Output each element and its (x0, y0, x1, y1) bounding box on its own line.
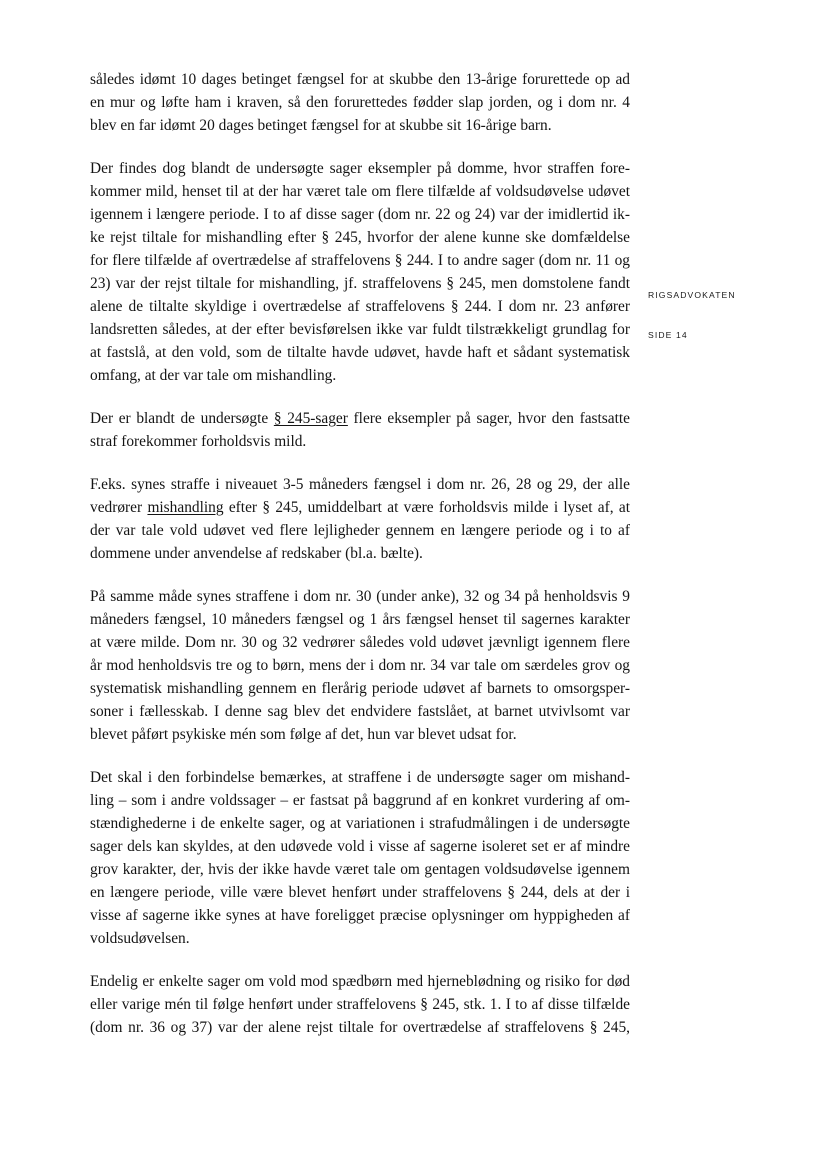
text-line: ling – som i andre voldssager – er fastsat på baggrund af en konkret vurdering af om- (90, 792, 630, 809)
text-line: omfang, at der var tale om mishandling. (90, 367, 337, 384)
paragraph-3 (90, 407, 630, 453)
text-line: blevet påført psykiske mén som følge af det, hun var blevet udsat for. (90, 726, 517, 743)
sidebar-page-number: SIDE 14 (648, 330, 688, 340)
text-line (90, 407, 630, 430)
paragraph-5 (90, 585, 630, 746)
text-line: dommene under anvendelse af redskaber (bl.a. bælte). (90, 545, 423, 562)
text-run: efter § 245, umiddelbart at være forholdsvis milde i lyset af, at (223, 499, 630, 516)
text-line: ke rejst tiltale for mishandling efter § 245, hvorfor der alene kunne ske domfældelse (90, 229, 630, 246)
text-line: stændighederne i de enkelte sager, og at variationen i strafudmålingen i de undersøgte (90, 815, 630, 832)
paragraph-6 (90, 766, 630, 950)
text-run: Der er blandt de undersøgte (90, 410, 274, 427)
text-line: grov karakter, der, hvis der ikke havde været tale om gentagen voldsudøvelse igennem (90, 861, 630, 878)
text-line: igennem i længere periode. I to af disse sager (dom nr. 22 og 24) var der imidlertid ik- (90, 206, 630, 223)
text-line: landsretten således, at der efter bevisførelsen ikke var fuldt tilstrækkeligt grundlag for (90, 321, 630, 338)
text-line (90, 496, 630, 519)
text-line: soner i fællesskab. I denne sag blev det endvidere fastslået, at barnet utvivlsomt var (90, 703, 630, 720)
text-line: 23) var der rejst tiltale for mishandling, jf. straffelovens § 245, men domstolene fandt (90, 275, 630, 292)
text-run: flere eksempler på sager, hvor den fastsatte (347, 410, 631, 427)
text-line: voldsudøvelsen. (90, 930, 190, 947)
underlined-term: mishandling (147, 499, 224, 516)
text-line: visse af sagerne ikke synes at have foreligget præcise oplysninger om hyppigheden af (90, 907, 630, 924)
sidebar-organization: RIGSADVOKATEN (648, 290, 736, 300)
document-body (90, 68, 630, 1059)
text-line: Der findes dog blandt de undersøgte sager eksempler på domme, hvor straffen fore- (90, 160, 630, 177)
underlined-term: § 245-sager (273, 410, 348, 427)
text-line: for flere tilfælde af overtrædelse af straffelovens § 244. I to andre sager (dom nr. 11 og (90, 252, 630, 269)
text-line: at være milde. Dom nr. 30 og 32 vedrører således vold udøvet jævnligt igennem flere (90, 634, 630, 651)
text-run: vedrører (90, 499, 148, 516)
text-line: straf forekommer forholdsvis mild. (90, 433, 307, 450)
text-line: systematisk mishandling gennem en flerårig periode udøvet af barnets to omsorgsper- (90, 680, 630, 697)
text-line: blev en far idømt 20 dages betinget fængsel for at skubbe sit 16-årige barn. (90, 117, 552, 134)
text-line: at fastslå, at den vold, som de tiltalte havde udøvet, havde haft et sådant systematisk (90, 344, 630, 361)
paragraph-4 (90, 473, 630, 565)
text-line: eller varige mén til følge henført under straffelovens § 245, stk. 1. I to af disse tilfælde (90, 996, 630, 1013)
text-line: alene de tiltalte skyldige i overtrædelse af straffelovens § 244. I dom nr. 23 anfører (90, 298, 630, 315)
text-line: en længere periode, ville være blevet henført under straffelovens § 244, dels at der i (90, 884, 630, 901)
text-line: Endelig er enkelte sager om vold mod spædbørn med hjerneblødning og risiko for død (90, 973, 630, 990)
paragraph-1 (90, 68, 630, 137)
paragraph-7 (90, 970, 630, 1039)
text-line: måneders fængsel, 10 måneders fængsel og 1 års fængsel henset til sagernes karakter (90, 611, 630, 628)
text-line: der var tale vold udøvet ved flere lejligheder gennem en længere periode og i to af (90, 522, 630, 539)
text-line: en mur og løfte ham i kraven, så den forurettedes fødder slap jorden, og i dom nr. 4 (90, 94, 630, 111)
text-line: F.eks. synes straffe i niveauet 3-5 måneders fængsel i dom nr. 26, 28 og 29, der alle (90, 476, 630, 493)
paragraph-2 (90, 157, 630, 387)
text-line: kommer mild, henset til at der har været tale om flere tilfælde af voldsudøvelse udøvet (90, 183, 630, 200)
text-line: således idømt 10 dages betinget fængsel for at skubbe den 13-årige forurettede op ad (90, 71, 630, 88)
text-line: Det skal i den forbindelse bemærkes, at straffene i de undersøgte sager om mishand- (90, 769, 630, 786)
text-line: På samme måde synes straffene i dom nr. 30 (under anke), 32 og 34 på henholdsvis 9 (90, 588, 630, 605)
text-line: år mod henholdsvis tre og to børn, mens der i dom nr. 34 var tale om særdeles grov og (90, 657, 630, 674)
text-line: sager dels kan skyldes, at den udøvede vold i visse af sagerne isoleret set er af mindre (90, 838, 630, 855)
text-line: (dom nr. 36 og 37) var der alene rejst tiltale for overtrædelse af straffelovens § 245, (90, 1019, 630, 1036)
